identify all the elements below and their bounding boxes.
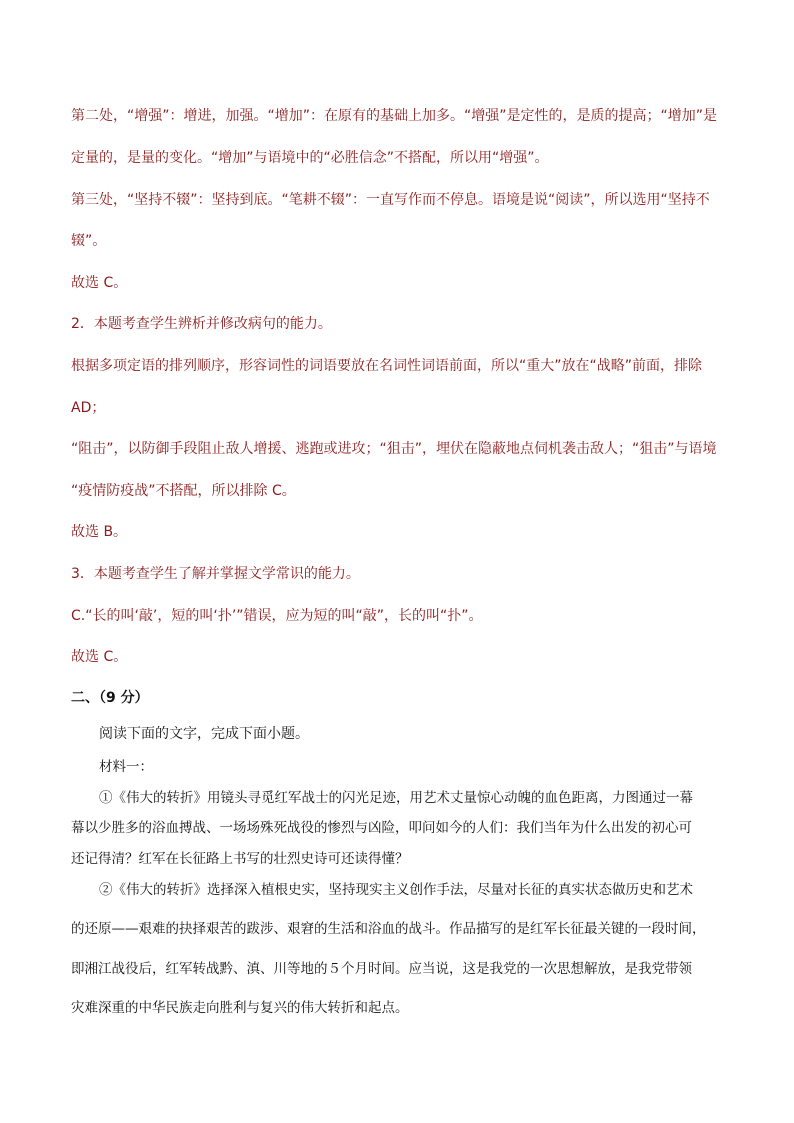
answer-line-3: 第三处，“坚持不辍”：坚持到底。“笔耕不辍”：一直写作而不停息。语境是说“阅读”，所以选用“坚持不	[71, 192, 710, 208]
material-line-3: 还记得清？红军在长征路上书写的壮烈史诗可还读得懂？	[71, 851, 409, 867]
answer-conclusion-1: 故选 C。	[71, 275, 128, 291]
question-3-explanation: 3．本题考查学生了解并掌握文学常识的能力。	[71, 566, 360, 582]
answer-line-1: 第二处，“增强”：增进，加强。“增加”：在原有的基础上加多。“增强”是定性的，是质的提高；“增加”是	[71, 108, 718, 124]
answer-line-7: 根据多项定语的排列顺序，形容词性的词语要放在名词性词语前面，所以“重大”放在“战略”前面，排除	[71, 358, 703, 374]
instruction-text: 阅读下面的文字，完成下面小题。	[99, 726, 309, 742]
material-line-6: 即湘江战役后，红军转战黔、滇、川等地的５个月时间。应当说，这是我党的一次思想解放，是我党带领	[71, 961, 692, 977]
answer-line-10: “疫情防疫战”不搭配，所以排除 C。	[71, 483, 296, 499]
answer-line-4: 辍”。	[71, 233, 107, 249]
answer-line-8: AD；	[71, 400, 106, 416]
material-line-5: 的还原——艰难的抉择艰苦的跋涉、艰窘的生活和浴血的战斗。作品描写的是红军长征最关键的一段时间，	[71, 921, 706, 937]
answer-line-2: 定量的，是量的变化。“增加”与语境中的“必胜信念”不搭配，所以用“增强”。	[71, 150, 549, 166]
section-heading: 二、（9 分）	[71, 690, 149, 706]
answer-line-9: “阻击”，以防御手段阻止敌人增援、逃跑或进攻；“狙击”，埋伏在隐蔽地点伺机袭击敌人；“狙击”与语境	[71, 441, 717, 457]
answer-conclusion-2: 故选 B。	[71, 524, 128, 540]
material-line-1: ①《伟大的转折》用镜头寻觅红军战士的闪光足迹，用艺术丈量惊心动魄的血色距离，力图通过一幕	[99, 790, 693, 806]
question-2-explanation: 2．本题考查学生辨析并修改病句的能力。	[71, 316, 332, 332]
answer-line-13: C.“长的叫‘敲’，短的叫‘扑’”错误，应为短的叫“敲”，长的叫“扑”。	[71, 608, 483, 624]
material-label: 材料一：	[99, 759, 153, 775]
answer-conclusion-3: 故选 C。	[71, 649, 128, 665]
material-line-2: 幕以少胜多的浴血搏战、一场场殊死战役的惨烈与凶险，叩问如今的人们：我们当年为什么出发的初心可	[71, 820, 692, 836]
material-line-4: ②《伟大的转折》选择深入植根史实，坚持现实主义创作手法，尽量对长征的真实状态做历史和艺术	[99, 882, 693, 898]
material-line-7: 灾难深重的中华民族走向胜利与复兴的伟大转折和起点。	[71, 1000, 409, 1016]
